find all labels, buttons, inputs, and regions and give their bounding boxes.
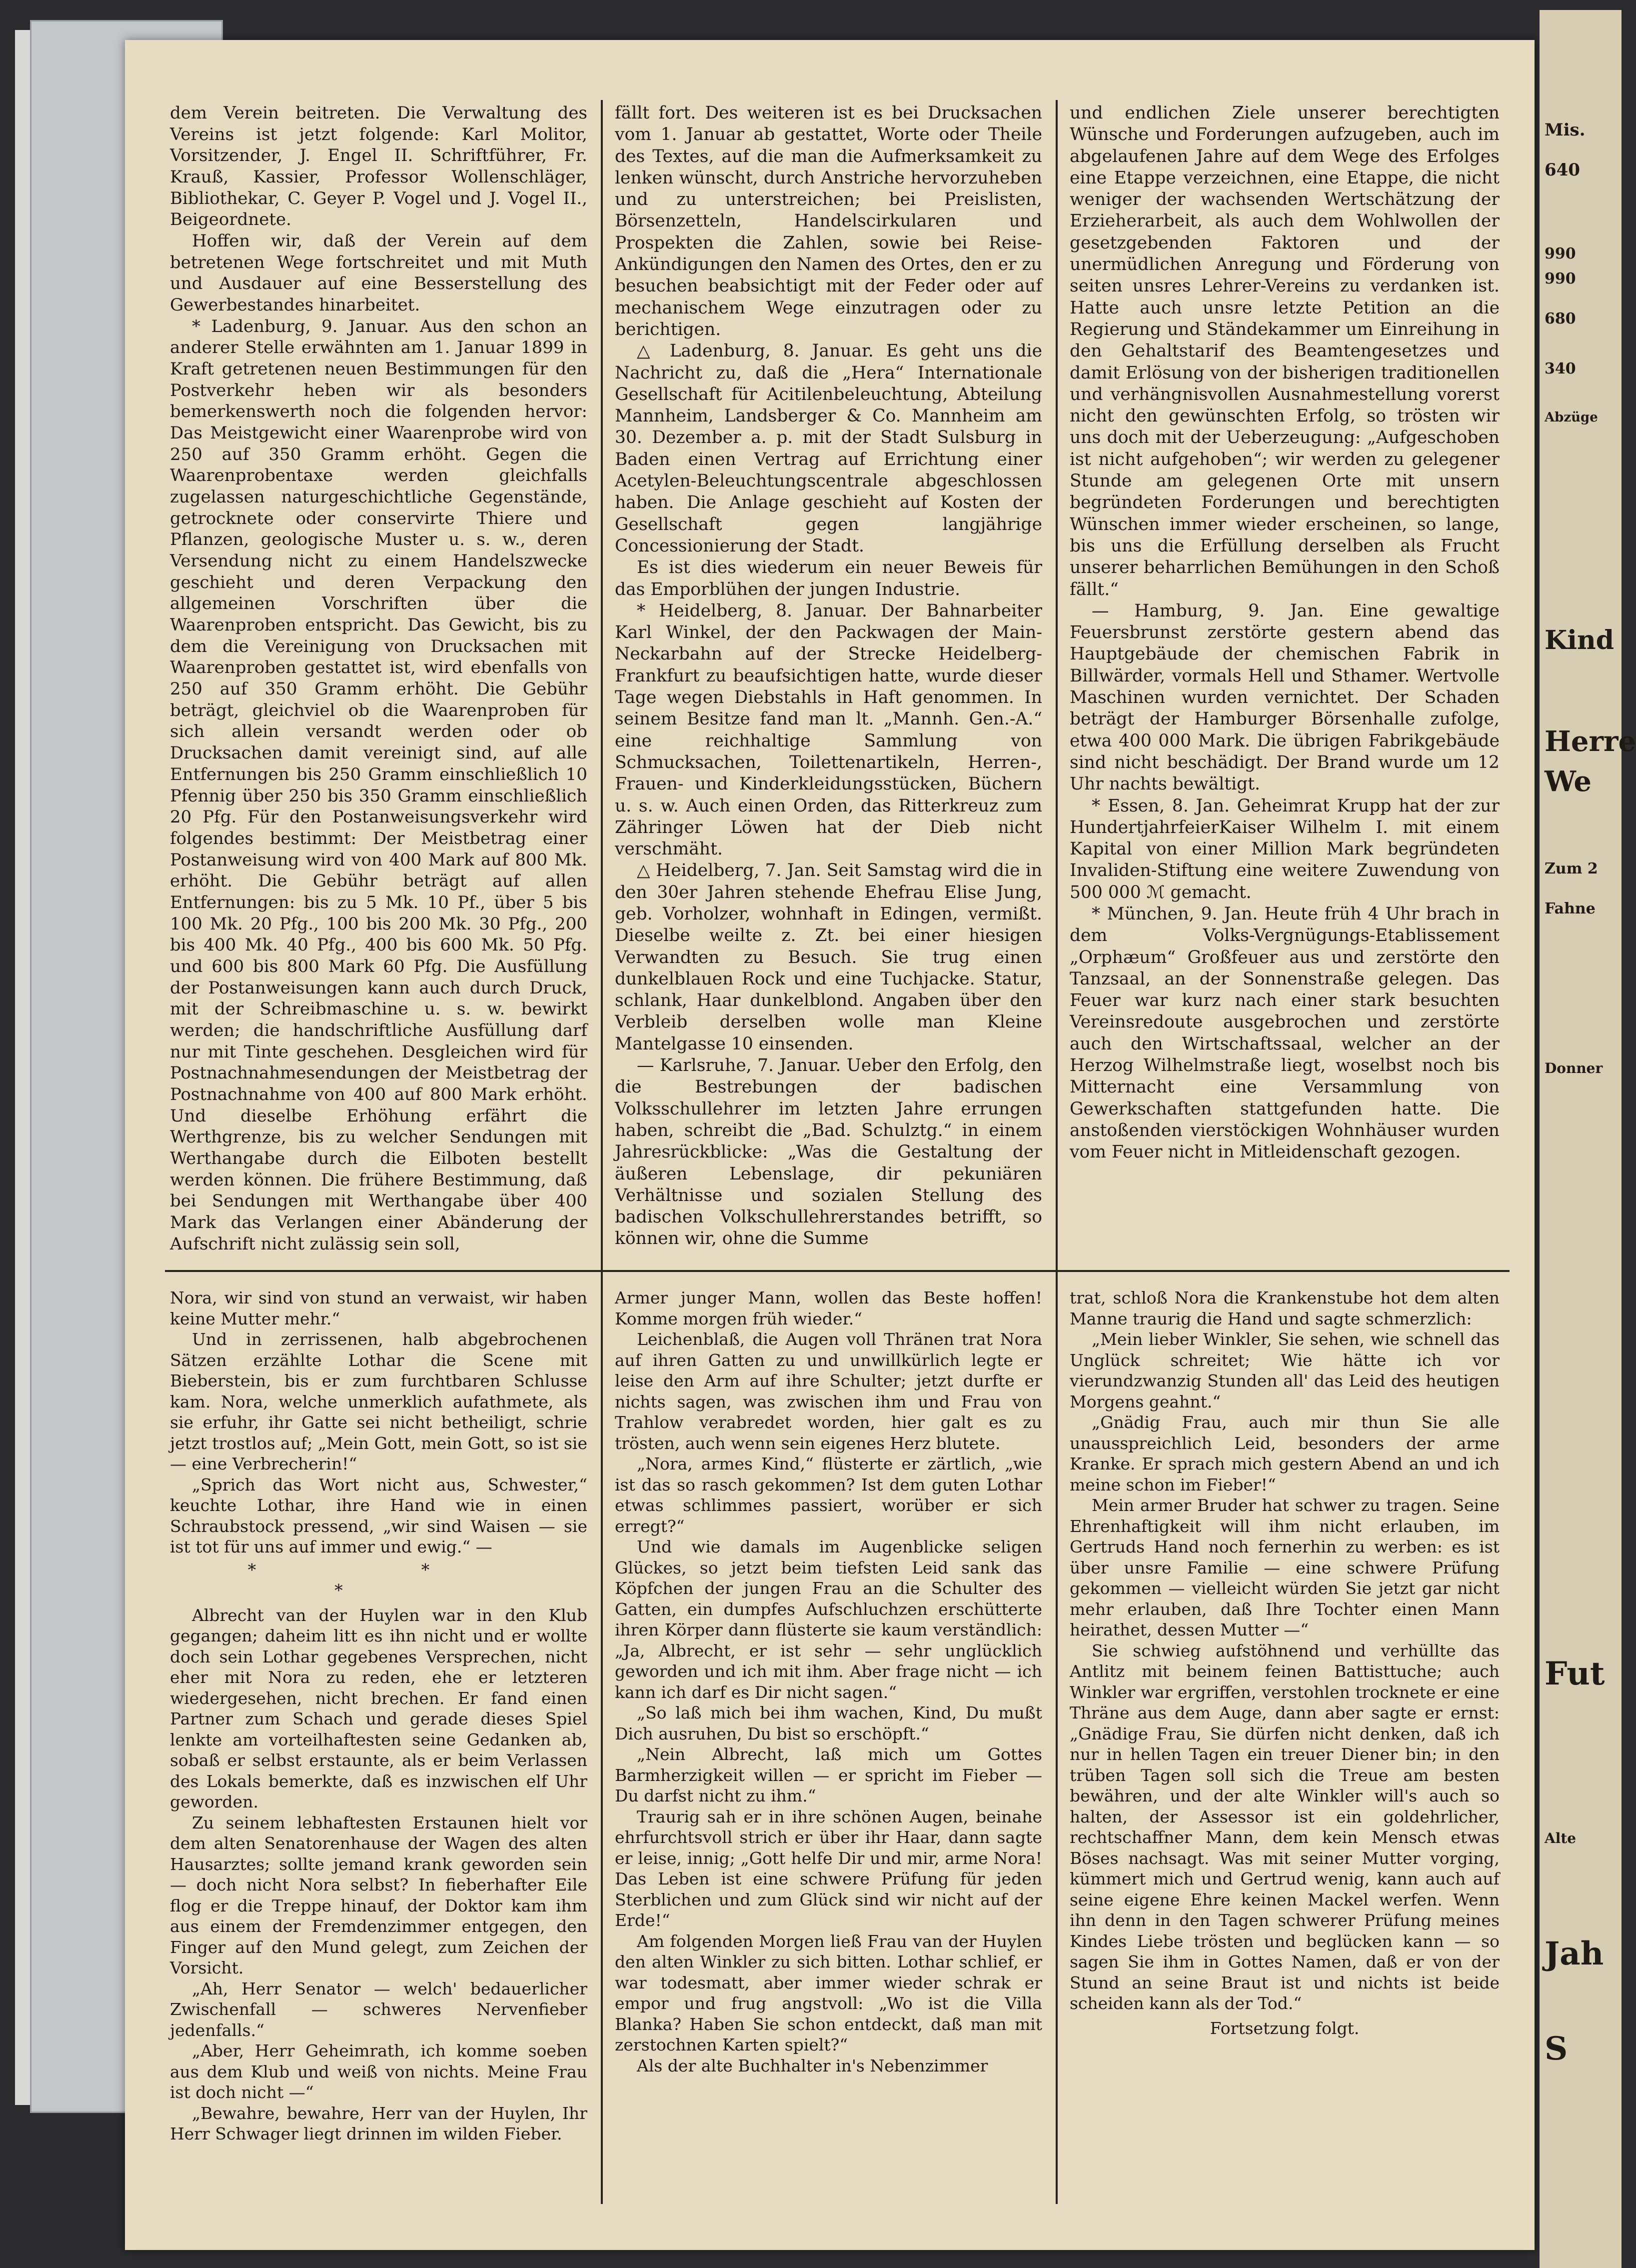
paragraph: * Ladenburg, 9. Januar. Aus den schon an anderer Stelle erwähnten am 1. Januar 1899 in Kraft getretenen neuen Bestimmungen für den Postverkehr heben wir als besonders bemerkenswerth noch die folgenden hervor: Das Meistgewicht einer Waarenprobe wird von 250 auf 350 Gramm erhöht. Gegen die Waarenprobentaxe werden gleichfalls zugelassen naturgeschichtliche Gegenstände, getrocknete oder conservirte Thiere und Pflanzen, geologische Muster u. s. w., deren Versendung nicht zu einem Handelszwecke geschieht und deren Verpackung den allgemeinen Vorschriften über die Waarenproben entspricht. Das Gewicht, bis zu dem die Vereinigung von Drucksachen mit Waarenproben gestattet ist, wird ebenfalls von 250 auf 350 Gramm erhöht. Die Gebühr beträgt, gleichviel ob die Waarenproben für sich allein versandt werden oder ob Drucksachen damit vereinigt sind, auf alle Entfernungen bis 250 Gramm einschließlich 10 Pfennig über 250 bis 350 Gramm einschließlich 20 Pfg. Für den Postanweisungsverkehr wird folgendes bestimmt: Der Meistbetrag einer Postanweisung wird von 400 Mark auf 800 Mk. erhöht. Die Gebühr beträgt auf allen Entfernungen: bis zu 5 Mk. 10 Pf., über 5 bis 100 Mk. 20 Pfg., 100 bis 200 Mk. 30 Pfg., 200 bis 400 Mk. 40 Pfg., 400 bis 600 Mk. 50 Pfg. und 600 bis 800 Mark 60 Pfg. Die Ausfüllung der Postanweisungen kann auch durch Druck, mit der Schreibmaschine u. s. w. bewirkt werden; die handschriftliche Ausfüllung darf nur mit Tinte geschehen. Desgleichen wird für Postnachnahmesendungen der Meistbetrag der Postnachnahme von 400 auf 800 Mark erhöht. Und dieselbe Erhöhung erfährt die Werthgrenze, bis zu welcher Sendungen mit Werthangabe durch die Eilboten bestellt werden können. Die frühere Bestimmung, daß bei Sendungen mit Werthangabe über 400 Mark das Verlangen einer Abänderung der Aufschrift nicht zulässig sein soll,: [170, 316, 587, 1254]
feuilleton-column-3: [1070, 1288, 1500, 2038]
edge-text: 680: [1545, 310, 1576, 328]
paragraph: Traurig sah er in ihre schönen Augen, beinahe ehrfurchtsvoll strich er über ihr Haar, dann sagte er leise, innig; „Gott helfe Dir und mir, arme Nora! Das Leben ist eine schwere Prüfung für jeden Sterblichen und zum Glück sind wir nicht auf der Erde!“: [615, 1806, 1042, 1930]
edge-text: 340: [1545, 360, 1576, 378]
paragraph: „Ah, Herr Senator — welch' bedauerlicher Zwischenfall — schweres Nervenfieber jedenfalls.“: [170, 1978, 587, 2040]
edge-text: Herre: [1545, 725, 1636, 758]
edge-text: Donner: [1545, 1060, 1603, 1076]
paragraph: — Karlsruhe, 7. Januar. Ueber den Erfolg, den die Bestrebungen der badischen Volksschullehrer im letzten Jahre errungen haben, schreibt die „Bad. Schulztg.“ in einem Jahresrückblicke: „Was die Gestaltung der äußeren Lebenslage, dir pekuniären Verhältnisse und sozialen Stellung des badischen Volkschullehrerstandes betrifft, so können wir, ohne die Summe: [615, 1056, 1042, 1249]
edge-text: Fut: [1545, 1655, 1605, 1692]
paragraph: „Nein Albrecht, laß mich um Gottes Barmherzigkeit willen — er spricht im Fieber — Du darfst nicht zu ihm.“: [615, 1744, 1042, 1806]
paragraph: Als der alte Buchhalter in's Nebenzimmer: [637, 2056, 988, 2076]
paragraph: „Bewahre, bewahre, Herr van der Huylen, Ihr Herr Schwager liegt drinnen im wilden Fieber.: [170, 2103, 587, 2144]
upper-column-1: [170, 102, 587, 1254]
paragraph: Und wie damals im Augenblicke seligen Glückes, so jetzt beim tiefsten Leid sank das Köpfchen der jungen Frau an die Schulter des Gatten, ein dumpfes Aufschluchzen erschütterte ihren Körper dann flüsterte sie kaum verständlich: „Ja, Albrecht, er ist sehr — sehr unglücklich geworden und ich mit ihm. Aber frage nicht — ich kann ich darf es Dir nicht sagen.“: [615, 1537, 1042, 1702]
paragraph: „Aber, Herr Geheimrath, ich komme soeben aus dem Klub und weiß von nichts. Meine Frau ist doch nicht —“: [170, 2041, 587, 2102]
paragraph: Hoffen wir, daß der Verein auf dem betretenen Wege fortschreitet und mit Muth und Ausdauer auf eine Besserstellung des Gewerbestandes hinarbeitet.: [170, 231, 587, 316]
edge-text: Abzüge: [1545, 410, 1598, 425]
edge-text: S: [1545, 2030, 1568, 2068]
upper-column-2: [615, 102, 1042, 1250]
feuilleton-column-2: [615, 1288, 1042, 2076]
edge-text: Zum 2: [1545, 860, 1598, 878]
upper-column-3: [1070, 102, 1500, 1164]
paragraph: „Gnädig Frau, auch mir thun Sie alle unausspreichlich Leid, besonders der arme Kranke. Er sprach mich gestern Abend an und ich meine schon im Fieber!“: [1070, 1412, 1500, 1494]
column-rule: [1056, 1279, 1058, 2204]
paragraph: Sie schwieg aufstöhnend und verhüllte das Antlitz mit beinem feinen Battisttuche; auch Winkler war ergriffen, verstohlen trocknete er eine Thräne aus dem Auge, dann aber sagte er ernst: „Gnädige Frau, Sie dürfen nicht denken, daß ich nur in hellen Tagen ein treuer Diener bin; in den trüben Tagen soll sich die Treue am besten bewähren, und der alte Winkler will's auch so halten, der Assessor ist ein goldehrlicher, rechtschaffner Mann, dem kein Mensch etwas Böses nachsagt. Was mit seiner Mutter vorging, kümmert mich und Gertrud wenig, kann auch auf seine eigene Ehre keinen Mackel werfen. Wenn ihn denn in den Tagen schwerer Prüfung meines Kindes Liebe trösten und beglücken kann — so sagen Sie ihm in Gottes Namen, daß er von der Stund an seine Braut ist und nichts ist beide scheiden kann als der Tod.“: [1070, 1640, 1500, 2013]
paragraph: Zu seinem lebhaftesten Erstaunen hielt vor dem alten Senatorenhause der Wagen des alten Hausarztes; sollte jemand krank geworden sein — doch nicht Nora selbst? In fieberhafter Eile flog er die Treppe hinauf, der Doktor kam ihm aus einem der Fremdenzimmer entgegen, den Finger auf den Mund gelegt, zum Zeichen der Vorsicht.: [170, 1812, 587, 1978]
paragraph: dem Verein beitreten. Die Verwaltung des Vereins ist jetzt folgende: Karl Molitor, Vorsitzender, J. Engel II. Schriftführer, Fr. Krauß, Kassier, Professor Wollenschläger, Bibliothekar, C. Geyer P. Vogel und J. Vogel II., Beigeordnete.: [170, 103, 587, 230]
edge-text: Mis.: [1545, 120, 1586, 140]
paragraph: Leichenblaß, die Augen voll Thränen trat Nora auf ihren Gatten zu und unwillkürlich legte er leise den Arm auf ihre Schulter; jetzt durfte er nichts sagen, was zwischen ihm und Frau von Trahlow verabredet worden, hier galt es zu trösten, auch wenn sein eigenes Herz blutete.: [615, 1330, 1042, 1453]
paragraph: * Essen, 8. Jan. Geheimrat Krupp hat der zur HundertjahrfeierKaiser Wilhelm I. mit einem Kapital von einer Million Mark begründeten Invaliden-Stiftung eine weitere Zuwendung von 500 000 ℳ gemacht.: [1070, 796, 1500, 902]
paragraph: Albrecht van der Huylen war in den Klub gegangen; daheim litt es ihn nicht und er wollte doch sein Lothar gegebenes Versprechen, nicht eher mit Nora zu reden, ehe er letzteren wiedergesehen, nicht brechen. Er fand einen Partner zum Schach und gerade dieses Spiel lenkte am vorteilhaftesten seine Gedanken ab, sobaß er selbst erstaunte, als er beim Verlassen des Lokals bemerkte, daß es inzwischen elf Uhr geworden.: [170, 1605, 587, 1812]
edge-text: Alte: [1545, 1830, 1577, 1846]
paragraph: * München, 9. Jan. Heute früh 4 Uhr brach in dem Volks-Vergnügungs-Etablissement „Orphæum“ Großfeuer aus und zerstörte den Tanzsaal, an der Sonnenstraße gelegen. Das Feuer war kurz nach einer stark besuchten Vereinsredoute ausgebrochen und zerstörte auch den Wirtschaftssaal, welcher an der Herzog Wilhelmstraße liegt, woselbst noch bis Mitternacht eine Versammlung von Gewerkschaften stattgefunden hatte. Die anstoßenden vierstöckigen Wohnhäuser wurden vom Feuer nicht in Mitleidenschaft gezogen.: [1070, 904, 1500, 1162]
paragraph: △ Heidelberg, 7. Jan. Seit Samstag wird die in den 30er Jahren stehende Ehefrau Elise Jung, geb. Vorholzer, wohnhaft in Edingen, vermißt. Dieselbe weilte z. Zt. bei einer hiesigen Verwandten zu Besuch. Sie trug einen dunkelblauen Rock und eine Tuchjacke. Statur, schlank, Haar dunkelblond. Angaben über den Verbleib derselben wolle man Kleine Mantelgasse 10 einsenden.: [615, 860, 1042, 1054]
edge-text: 990: [1545, 245, 1576, 262]
paragraph: △ Ladenburg, 8. Januar. Es geht uns die Nachricht zu, daß die „Hera“ Internationale Gesellschaft für Acitilenbeleuchtung, Abteilung Mannheim, Landsberger & Co. Mannheim am 30. Dezember a. p. mit der Stadt Sulsburg in Baden einen Vertrag auf Errichtung einer Acetylen-Beleuchtungscentrale abgeschlossen haben. Die Anlage geschieht auf Kosten der Gesellschaft gegen langjährige Concessionierung der Stadt.: [615, 341, 1042, 556]
paragraph: fällt fort. Des weiteren ist es bei Drucksachen vom 1. Januar ab gestattet, Worte oder Theile des Textes, auf die man die Aufmerksamkeit zu lenken wünscht, durch Anstriche hervorzuheben und zu unterstreichen; bei Preislisten, Börsenzetteln, Handelscirkularen und Prospekten die Zahlen, sowie bei Reise-Ankündigungen den Namen des Ortes, den er zu besuchen beabsichtigt mit der Feder oder auf mechanischem Wege einzutragen oder zu berichtigen.: [615, 103, 1042, 340]
paragraph: Es ist dies wiederum ein neuer Beweis für das Emporblühen der jungen Industrie.: [615, 558, 1042, 600]
adjacent-page-edge: [1540, 10, 1636, 2268]
continued-notice: Fortsetzung folgt.: [1210, 2018, 1360, 2038]
edge-text: 990: [1545, 270, 1576, 288]
paragraph: Am folgenden Morgen ließ Frau van der Huylen den alten Winkler zu sich bitten. Lothar schlief, er war todesmatt, aber immer wieder schrak er empor und frug angstvoll: „Wo ist die Villa Blanka? Haben Sie schon entdeckt, daß man mit zerstochnen Karten spielt?“: [615, 1931, 1042, 2054]
section-break-stars: * * *: [247, 1560, 510, 1600]
column-rule: [601, 100, 603, 1292]
edge-text: Jah: [1545, 1935, 1604, 1972]
edge-text: 640: [1545, 160, 1580, 180]
edge-text: We: [1545, 765, 1592, 798]
newspaper-page: [125, 40, 1535, 2250]
paragraph: — Hamburg, 9. Jan. Eine gewaltige Feuersbrunst zerstörte gestern abend das Hauptgebäude der chemischen Fabrik in Billwärder, vormals Hell und Sthamer. Wertvolle Maschinen wurden vernichtet. Der Schaden beträgt der Hamburger Börsenhalle zufolge, etwa 400 000 Mark. Die übrigen Fabrikgebäude sind nicht beschädigt. Der Brand wurde um 12 Uhr nachts bewältigt.: [1070, 600, 1500, 794]
paragraph: * Heidelberg, 8. Januar. Der Bahnarbeiter Karl Winkel, der den Packwagen der Main-Neckarbahn auf der Strecke Heidelberg-Frankfurt zu beaufsichtigen hatte, wurde dieser Tage wegen Diebstahls in Haft genommen. In seinem Besitze fand man lt. „Mannh. Gen.-A.“ eine reichhaltige Sammlung von Schmucksachen, Toilettenartikeln, Herren-, Frauen- und Kinderkleidungsstücken, Büchern u. s. w. Auch einen Orden, das Ritterkreuz zum Zähringer Löwen hat der Dieb nicht verschmäht.: [615, 600, 1042, 860]
section-rule: [165, 1270, 1510, 1272]
paragraph: und endlichen Ziele unserer berechtigten Wünsche und Forderungen aufzugeben, auch im abgelaufenen Jahre auf dem Wege des Erfolges eine Etappe verzeichnen, eine Etappe, die nicht weniger der wachsenden Wertschätzung der Erzieherarbeit, als auch dem Wohlwollen der gesetzgebenden Faktoren und der unermüdlichen Anregung und Förderung von seiten unsres Lehrer-Vereins zu verdanken ist. Hatte auch unsre letzte Petition an die Regierung und Ständekammer um Einreihung in den Gehaltstarif des Beamtengesetzes und damit Erlösung von der bisherigen traditionellen und verhängnisvollen Ausnahmestellung vorerst nicht den gewünschten Erfolg, so trösten wir uns doch mit der Ueberzeugung: „Aufgeschoben ist nicht aufgehoben“; wir werden zu gelegener Stunde am gelegenen Orte mit unsern begründeten Forderungen und berechtigten Wünschen immer wieder erscheinen, so lange, bis uns die Erfüllung derselben als Frucht unserer beharrlichen Bemühungen in den Schoß fällt.“: [1070, 103, 1500, 600]
paragraph: „Nora, armes Kind,“ flüsterte er zärtlich, „wie ist das so rasch gekommen? Ist dem guten Lothar etwas schlimmes passiert, worüber er sich erregt?“: [615, 1454, 1042, 1536]
column-rule: [601, 1279, 603, 2204]
paragraph: Armer junger Mann, wollen das Beste hoffen! Komme morgen früh wieder.“: [615, 1288, 1042, 1328]
paragraph: „So laß mich bei ihm wachen, Kind, Du mußt Dich ausruhen, Du bist so erschöpft.“: [615, 1703, 1042, 1744]
paragraph: Mein armer Bruder hat schwer zu tragen. Seine Ehrenhaftigkeit will ihm nicht erlauben, im Gertruds Hand noch fernerhin zu werben: es ist über unsre Familie — eine schwere Prüfung gekommen — vielleicht würden Sie jetzt gar nicht mehr erlauben, daß Ihre Tochter einen Mann heirathet, dessen Mutter —“: [1070, 1496, 1500, 1640]
paragraph: Nora, wir sind von stund an verwaist, wir haben keine Mutter mehr.“: [170, 1288, 587, 1328]
edge-text: Fahne: [1545, 900, 1596, 918]
paragraph: trat, schloß Nora die Krankenstube hot dem alten Manne traurig die Hand und sagte schmerzlich:: [1070, 1288, 1500, 1328]
feuilleton-column-1: [170, 1288, 587, 2144]
column-rule: [1056, 100, 1058, 1292]
edge-text: Kind: [1545, 625, 1615, 656]
paragraph: „Mein lieber Winkler, Sie sehen, wie schnell das Unglück schreitet; Wie hätte ich vor vierundzwanzig Stunden all' das Leid des heutigen Morgens geahnt.“: [1070, 1330, 1500, 1412]
paragraph: „Sprich das Wort nicht aus, Schwester,“ keuchte Lothar, ihre Hand wie in einen Schraubstock pressend, „wir sind Waisen — sie ist tot für uns auf immer und ewig.“ —: [170, 1474, 587, 1556]
paragraph: Und in zerrissenen, halb abgebrochenen Sätzen erzählte Lothar die Scene mit Bieberstein, bis er zum furchtbaren Schlusse kam. Nora, welche unmerklich aufathmete, als sie erfuhr, ihr Gatte sei nicht betheiligt, schrie jetzt trostlos auf; „Mein Gott, mein Gott, so ist sie — eine Verbrecherin!“: [170, 1330, 587, 1474]
